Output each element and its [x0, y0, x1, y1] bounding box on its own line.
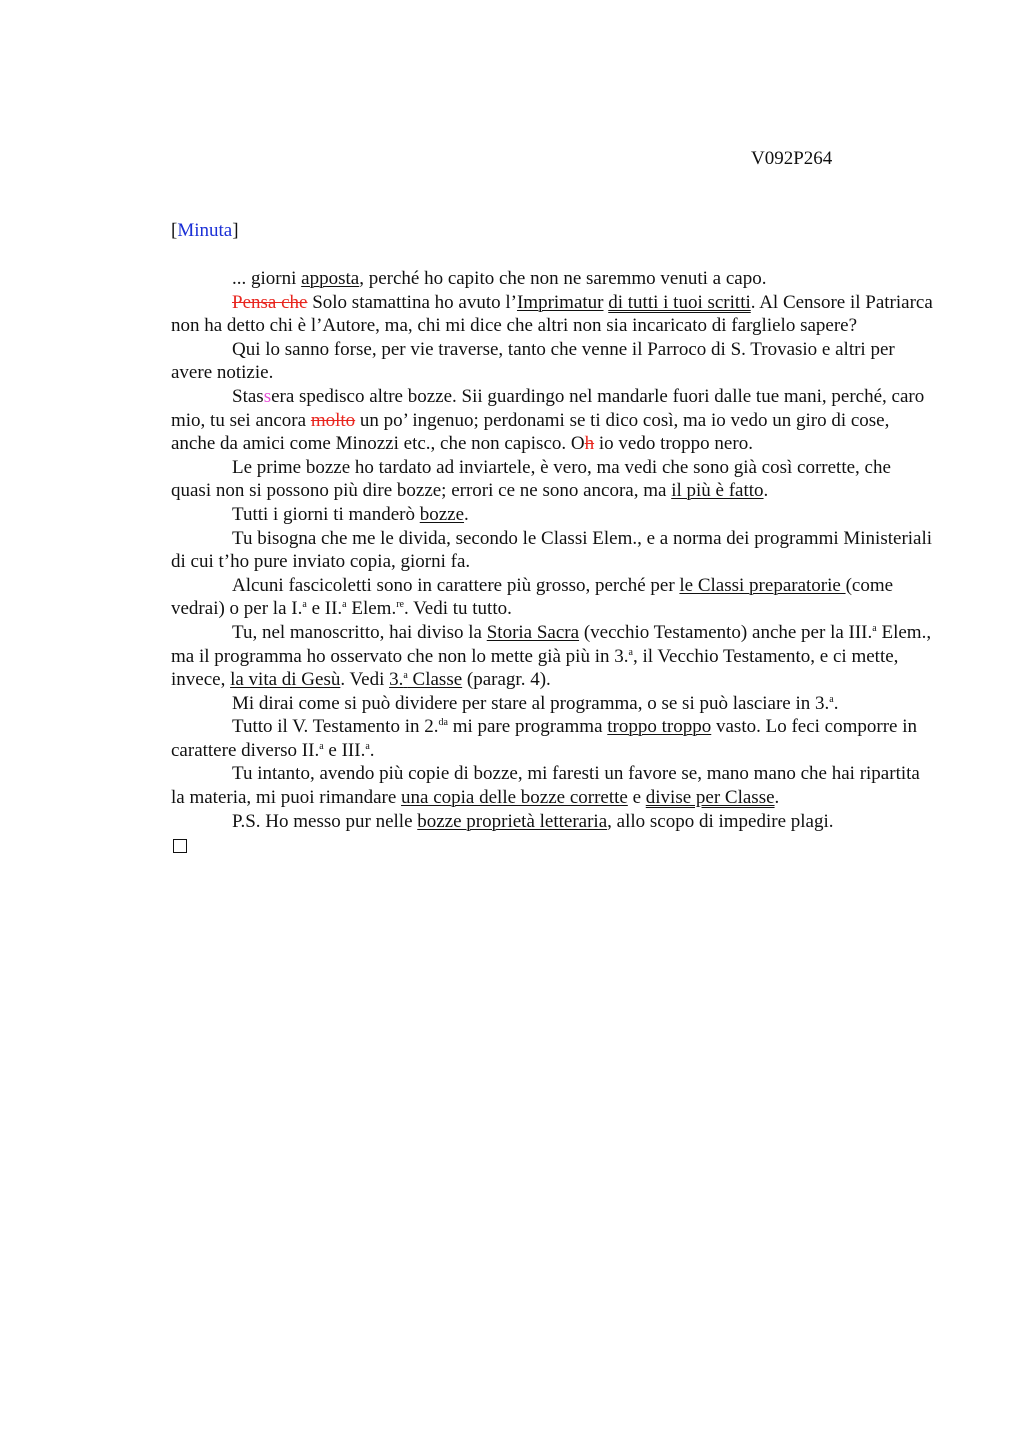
superscript: a [829, 693, 834, 705]
text: Tu intanto, avendo più copie di bozze, mi faresti un favore se, mano mano che hai ripartita la materia, mi puoi rimandare [171, 763, 920, 809]
paragraph-7 [171, 527, 935, 574]
text: Tu bisogna che me le divida, secondo le Classi Elem., e a norma dei programmi Ministeriali di cui t’ho pure inviato copia, giorni fa. [171, 527, 933, 573]
superscript: re [396, 599, 404, 611]
text: ... giorni [232, 268, 302, 289]
letter-body [171, 267, 935, 853]
underlined-text: Storia Sacra [486, 621, 580, 643]
end-square-icon [173, 839, 187, 853]
underlined-text: bozze [419, 503, 465, 525]
text: P.S. Ho messo pur nelle [232, 810, 418, 832]
text: e II. [306, 598, 343, 620]
underlined-text: le Classi preparatorie [679, 574, 846, 596]
text: Stas [232, 385, 264, 407]
text: Le prime bozze ho tardato ad inviartele, è vero, ma vedi che sono già così corrette, che quasi non si possono più dire bozze; errori ce ne sono ancora, ma [171, 456, 891, 502]
text: (come vedrai) o per la I. [171, 574, 894, 620]
text: Tu, nel manoscritto, hai diviso la [232, 621, 487, 643]
text: vasto. Lo feci comporre in carattere diverso II. [171, 716, 918, 761]
heading-minuta [171, 219, 239, 242]
text: Classe [407, 669, 463, 691]
text: era spedisco altre bozze. Sii guardingo nel mandarle fuori dalle tue mani, perché, caro mio, tu sei ancora [171, 385, 925, 431]
double-underlined-text: divise per Classe [645, 787, 775, 809]
heading-label: Minuta [177, 220, 233, 241]
text: mi pare programma [447, 716, 608, 738]
text: Elem. [346, 598, 397, 620]
bracket-open: [ [171, 220, 178, 241]
paragraph-1 [171, 267, 935, 291]
paragraph-2 [171, 291, 935, 338]
paragraph-9 [171, 621, 935, 692]
paragraph-11 [171, 715, 935, 762]
paragraph-4 [171, 385, 935, 456]
superscript: a [365, 740, 370, 752]
text: Tutti i giorni ti manderò [232, 503, 420, 525]
text: io vedo troppo nero. [594, 433, 753, 455]
bracket-close: ] [232, 220, 239, 241]
text: e III. [323, 739, 366, 761]
text: . [774, 787, 780, 809]
underlined-text: apposta [301, 268, 360, 289]
text: (paragr. 4). [462, 669, 551, 691]
paragraph-6 [171, 503, 935, 527]
superscript: a [319, 740, 324, 752]
inserted-letter: s [263, 385, 272, 407]
superscript: a [403, 670, 408, 682]
text: Mi dirai come si può dividere per stare al programma, o se si può lasciare in 3. [232, 692, 830, 714]
paragraph-8 [171, 574, 935, 621]
text: (vecchio Testamento) anche per la III. [579, 621, 873, 643]
text: Tutto il V. Testamento in 2. [232, 716, 439, 738]
text: , perché ho capito che non ne saremmo venuti a capo. [359, 268, 767, 289]
double-underlined-text: di tutti i tuoi scritti [608, 291, 751, 313]
superscript: a [872, 622, 877, 634]
text: 3. [389, 669, 404, 691]
text: un po’ ingenuo; perdonami se ti dico così, ma io vedo un giro di cose, anche da amici come Minozzi etc., che non capisco. O [171, 409, 890, 455]
superscript: a [342, 599, 347, 611]
text: . Vedi tu tutto. [404, 598, 512, 620]
text: . [369, 739, 375, 761]
deleted-text: molto [310, 409, 356, 431]
paragraph-13 [171, 810, 935, 834]
underlined-text: il più è fatto [671, 480, 764, 502]
text: Elem., ma il programma ho osservato che non lo mette già più in 3. [171, 621, 932, 667]
paragraph-3 [171, 338, 935, 385]
deleted-text: h [584, 433, 595, 455]
text: , allo scopo di impedire plagi. [607, 810, 834, 832]
text: . Al Censore il Patriarca non ha detto chi è l’Autore, ma, chi mi dice che altri non sia incaricato di farglielo sapere? [171, 291, 933, 337]
text: . [763, 480, 769, 502]
underlined-text: Imprimatur [516, 291, 604, 313]
underlined-text [389, 669, 462, 690]
text: Alcuni fascicoletti sono in carattere più grosso, perché per [232, 574, 680, 596]
paragraph-12 [171, 762, 935, 809]
superscript: a [302, 599, 307, 611]
deleted-text: Pensa che [232, 291, 308, 313]
superscript: a [628, 646, 633, 658]
underlined-text: troppo troppo [607, 716, 712, 738]
underlined-text: la vita di Gesù [230, 669, 341, 691]
text: Qui lo sanno forse, per vie traverse, tanto che venne il Parroco di S. Trovasio e altri per avere notizie. [171, 338, 895, 384]
underlined-text: bozze proprietà letteraria [417, 810, 608, 832]
reference-code: V092P264 [751, 148, 833, 169]
text: Solo stamattina ho avuto l’ [307, 291, 517, 313]
text: , il Vecchio Testamento, e ci mette, invece, [171, 645, 899, 691]
text: . [464, 503, 469, 525]
text: e [627, 787, 646, 809]
paragraph-10 [171, 692, 935, 716]
underlined-text: una copia delle bozze corrette [401, 787, 628, 809]
text: . Vedi [340, 669, 390, 691]
paragraph-5 [171, 456, 935, 503]
superscript: da [438, 717, 448, 729]
text: . [833, 692, 839, 714]
